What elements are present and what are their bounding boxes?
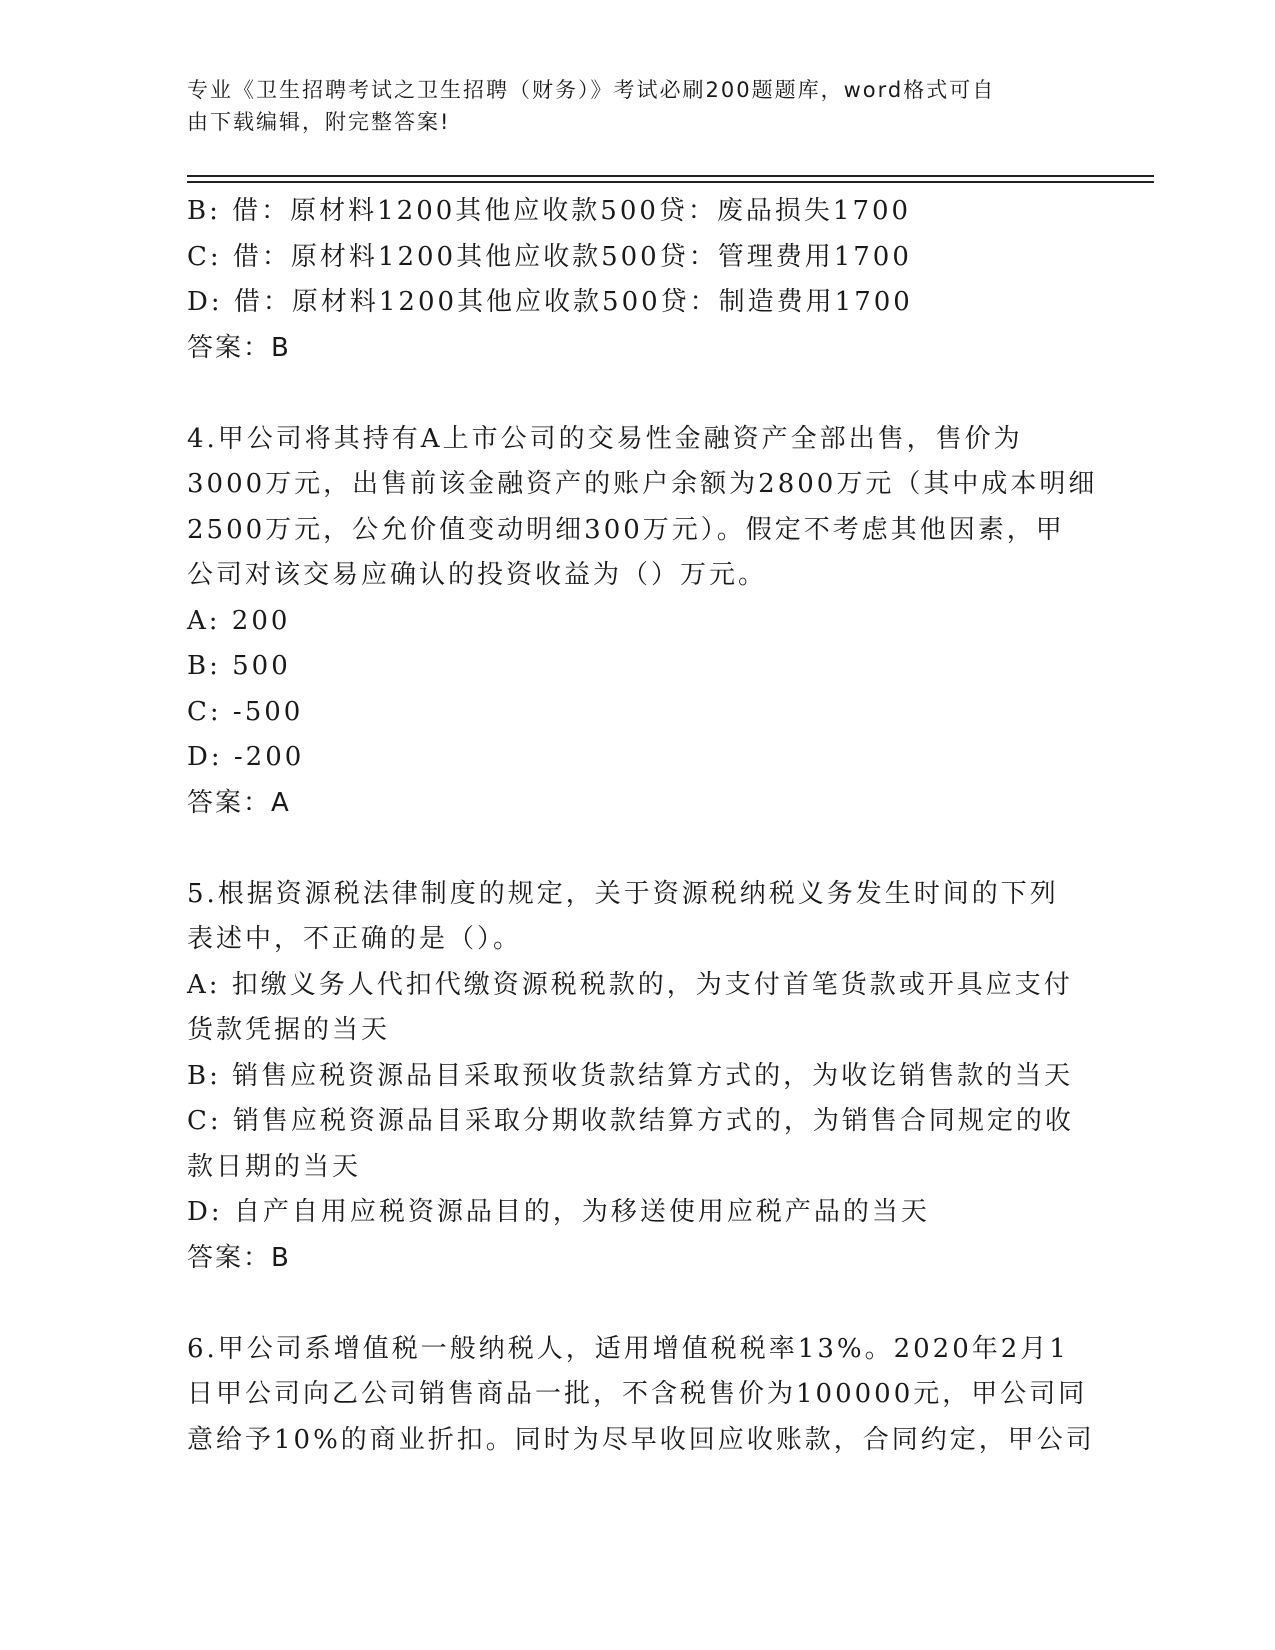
q3-option-b: B: 借：原材料1200其他应收款500贷：废品损失1700 — [187, 196, 912, 226]
q4-answer: 答案：A — [187, 787, 291, 818]
q5-stem-line: 表述中，不正确的是（）。 — [187, 924, 523, 954]
q5-option-c-line: 款日期的当天 — [187, 1151, 362, 1182]
question-4 — [187, 417, 1098, 827]
q6-stem-line: 日甲公司向乙公司销售商品一批，不含税售价为100000元，甲公司同 — [187, 1379, 1088, 1409]
q5-stem-line: 5.根据资源税法律制度的规定，关于资源税纳税义务发生时间的下列 — [187, 878, 1059, 909]
q5-option-d: D: 自产自用应税资源品目的，为移送使用应税产品的当天 — [187, 1197, 930, 1227]
q5-option-c-line: C: 销售应税资源品目采取分期收款结算方式的，为销售合同规定的收 — [187, 1106, 1074, 1136]
q4-stem-line: 3000万元，出售前该金融资产的账户余额为2800万元（其中成本明细 — [187, 469, 1098, 499]
q5-option-b: B: 销售应税资源品目采取预收货款结算方式的，为收讫销售款的当天 — [187, 1060, 1074, 1091]
q6-stem-line: 6.甲公司系增值税一般纳税人，适用增值税税率13%。2020年2月1 — [187, 1333, 1069, 1364]
q4-option-c: C: -500 — [187, 696, 304, 727]
q4-option-a: A: 200 — [187, 605, 291, 636]
header-line-2: 由下载编辑，附完整答案! — [187, 110, 451, 134]
document-body — [187, 189, 1098, 1463]
q4-stem-line: 2500万元，公允价值变动明细300万元）。假定不考虑其他因素，甲 — [187, 514, 1065, 545]
q4-stem-line: 公司对该交易应确认的投资收益为（）万元。 — [187, 560, 768, 590]
header-line-1: 专业《卫生招聘考试之卫生招聘（财务）》考试必刷200题题库，word格式可自 — [187, 78, 996, 102]
q3-answer: 答案：B — [187, 332, 291, 363]
question-5 — [187, 872, 1087, 1282]
q4-option-d: D: -200 — [187, 742, 305, 772]
question-6 — [187, 1327, 1095, 1464]
spacer — [187, 1281, 1087, 1327]
q5-option-a-line: A: 扣缴义务人代扣代缴资源税税款的，为支付首笔货款或开具应支付 — [187, 969, 1073, 1000]
header-divider-bottom — [187, 181, 1154, 183]
header-divider-top — [187, 175, 1154, 177]
q4-option-b: B: 500 — [187, 651, 291, 681]
question-3-tail — [187, 189, 1087, 371]
q3-option-d: D: 借：原材料1200其他应收款500贷：制造费用1700 — [187, 287, 913, 317]
q5-option-a-line: 货款凭据的当天 — [187, 1015, 391, 1045]
q6-stem-line: 意给予10%的商业折扣。同时为尽早收回应收账款，合同约定，甲公司 — [187, 1424, 1095, 1455]
spacer — [187, 826, 1087, 872]
spacer — [187, 371, 1087, 417]
q4-stem-line: 4.甲公司将其持有A上市公司的交易性金融资产全部出售，售价为 — [187, 423, 1023, 454]
q3-option-c: C: 借：原材料1200其他应收款500贷：管理费用1700 — [187, 241, 912, 272]
document-header — [187, 74, 1087, 138]
q5-answer: 答案：B — [187, 1242, 291, 1273]
